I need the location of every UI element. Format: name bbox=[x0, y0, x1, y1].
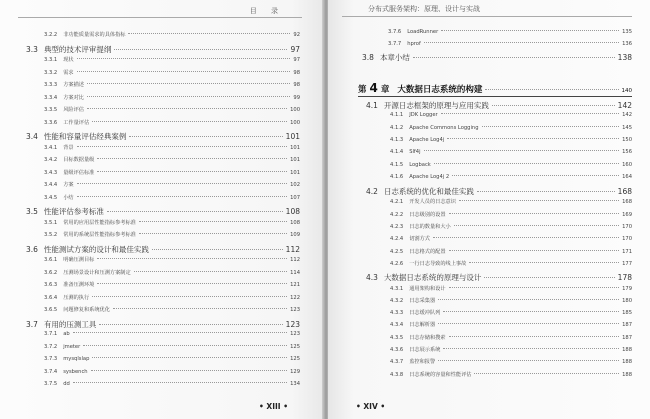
dot-leader bbox=[452, 175, 619, 176]
dot-leader bbox=[83, 345, 287, 346]
entry-title: Logback bbox=[409, 161, 431, 168]
toc-subsection bbox=[390, 223, 632, 230]
dot-leader bbox=[449, 250, 620, 251]
toc-subsection bbox=[390, 211, 632, 218]
entry-title: 日志级别的设置 bbox=[409, 211, 446, 218]
entry-title: 压测的执行 bbox=[63, 294, 90, 301]
toc-section bbox=[362, 52, 632, 63]
toc-subsection bbox=[44, 194, 300, 201]
entry-number: 3.7.2 bbox=[44, 343, 58, 350]
entry-title: 目标数据量级 bbox=[63, 157, 95, 163]
entry-title: sysbench bbox=[63, 368, 88, 375]
toc-subsection bbox=[390, 248, 632, 255]
entry-number: 3.3.5 bbox=[44, 107, 58, 113]
entry-title: 工作量评估 bbox=[63, 119, 90, 126]
chapter-suffix: 章 bbox=[380, 85, 390, 95]
entry-page: 177 bbox=[622, 260, 632, 267]
entry-page: 109 bbox=[290, 232, 300, 238]
dot-leader bbox=[92, 121, 287, 122]
entry-number: 4.2.6 bbox=[390, 260, 404, 267]
toc-section bbox=[26, 244, 300, 255]
entry-number: 3.4.4 bbox=[44, 182, 58, 188]
dot-leader bbox=[438, 323, 619, 324]
entry-title: jmeter bbox=[63, 343, 81, 350]
dot-leader bbox=[434, 163, 619, 164]
entry-page: 178 bbox=[617, 273, 632, 283]
entry-number: 3.7.3 bbox=[44, 356, 58, 362]
dot-leader bbox=[469, 262, 619, 263]
entry-page: 100 bbox=[290, 107, 300, 113]
entry-title: 性能测试方案的设计和最佳实践 bbox=[43, 244, 149, 254]
entry-title: dd bbox=[63, 381, 70, 387]
entry-number: 3.4.1 bbox=[44, 144, 58, 151]
entry-title: 大数据日志系统的原理与设计 bbox=[383, 273, 482, 283]
entry-page: 121 bbox=[290, 282, 300, 288]
entry-title: 方案对比 bbox=[63, 94, 84, 101]
entry-page: 142 bbox=[617, 101, 632, 110]
toc-subsection bbox=[44, 381, 300, 387]
entry-page: 188 bbox=[622, 371, 632, 378]
toc-section bbox=[366, 272, 632, 283]
entry-page: 168 bbox=[617, 187, 632, 197]
chapter-page: 140 bbox=[621, 88, 632, 94]
entry-page: 101 bbox=[285, 132, 300, 141]
entry-number: 3.6.1 bbox=[44, 257, 58, 263]
dot-leader bbox=[454, 225, 619, 226]
entry-page: 99 bbox=[293, 94, 300, 101]
entry-page: 156 bbox=[622, 149, 632, 156]
entry-number: 3.7.6 bbox=[388, 29, 402, 35]
toc-subsection bbox=[44, 31, 300, 38]
entry-title: Slf4j bbox=[409, 149, 421, 156]
toc-subsection bbox=[44, 331, 300, 337]
entry-page: 142 bbox=[622, 112, 632, 119]
entry-page: 188 bbox=[622, 359, 632, 366]
toc-subsection bbox=[390, 174, 632, 180]
entry-title: 问题修复和系统优化 bbox=[63, 307, 110, 313]
entry-page: 108 bbox=[290, 219, 300, 226]
toc-subsection bbox=[44, 181, 300, 188]
entry-number: 4.2.2 bbox=[390, 211, 404, 218]
entry-page: 97 bbox=[293, 57, 300, 63]
entry-number: 3.5.1 bbox=[44, 219, 58, 226]
entry-page: 125 bbox=[290, 356, 300, 362]
dot-leader bbox=[134, 271, 287, 272]
entry-page: 125 bbox=[290, 343, 300, 350]
entry-page: 112 bbox=[285, 244, 300, 254]
dot-leader bbox=[482, 126, 620, 127]
entry-page: 185 bbox=[622, 310, 632, 317]
entry-title: LoadRunner bbox=[407, 29, 439, 35]
entry-title: 常用的应用层性能指标参考标准 bbox=[63, 219, 136, 226]
dot-leader bbox=[443, 348, 619, 349]
entry-page: 98 bbox=[293, 82, 300, 88]
entry-title: 日志系统的容量和性能评估 bbox=[409, 371, 472, 378]
dot-leader bbox=[474, 373, 619, 374]
entry-title: Apache Log4j 2 bbox=[409, 173, 450, 180]
entry-number: 4.3.6 bbox=[390, 347, 404, 353]
entry-number: 3.5.2 bbox=[44, 232, 58, 238]
dot-leader bbox=[87, 108, 287, 109]
dot-leader bbox=[484, 277, 614, 278]
entry-number: 4.1.3 bbox=[390, 136, 404, 143]
entry-title: Apache Log4j bbox=[409, 136, 445, 143]
toc-subsection bbox=[44, 356, 300, 362]
entry-title: 日志采集器 bbox=[409, 297, 436, 304]
dot-leader bbox=[139, 221, 287, 222]
entry-number: 3.7.1 bbox=[44, 331, 58, 337]
chapter-rule bbox=[358, 96, 632, 97]
entry-page: 98 bbox=[293, 69, 300, 76]
dot-leader bbox=[128, 33, 290, 34]
toc-section bbox=[366, 100, 632, 111]
entry-page: 170 bbox=[622, 224, 632, 230]
entry-page: 114 bbox=[290, 269, 300, 276]
entry-title: JDK Logger bbox=[409, 112, 438, 119]
entry-page: 100 bbox=[290, 119, 300, 126]
dot-leader bbox=[139, 233, 287, 234]
chapter-title: 大数据日志系统的构建 bbox=[397, 85, 483, 95]
entry-page: 168 bbox=[622, 199, 632, 206]
entry-page: 112 bbox=[290, 257, 300, 263]
toc-subsection bbox=[44, 369, 300, 375]
entry-number: 4.3.5 bbox=[390, 334, 404, 341]
entry-number: 3.6.3 bbox=[44, 282, 58, 288]
entry-number: 4.3.7 bbox=[390, 359, 404, 366]
entry-title: 开发人员的日志意识 bbox=[409, 199, 456, 206]
entry-page: 138 bbox=[617, 53, 632, 62]
entry-title: 监控和报警 bbox=[409, 359, 436, 366]
dot-leader bbox=[77, 58, 291, 59]
toc-section bbox=[26, 44, 300, 55]
entry-title: 风险评估 bbox=[63, 107, 84, 113]
dot-leader bbox=[443, 311, 619, 312]
dot-leader bbox=[424, 42, 619, 43]
toc-subsection bbox=[390, 125, 632, 131]
entry-number: 4.2.3 bbox=[390, 224, 404, 230]
dot-leader bbox=[91, 370, 288, 371]
entry-number: 4.2.1 bbox=[390, 199, 404, 206]
entry-title: hprof bbox=[407, 40, 421, 47]
dot-leader bbox=[73, 382, 287, 383]
chapter-heading bbox=[358, 81, 632, 95]
entry-page: 150 bbox=[622, 136, 632, 143]
entry-title: 切割方式 bbox=[409, 236, 430, 243]
entry-page: 169 bbox=[622, 211, 632, 218]
entry-number: 3.3.6 bbox=[44, 119, 58, 126]
dot-leader bbox=[97, 171, 287, 172]
entry-title: 非功能质量需求的具体指标 bbox=[63, 32, 126, 38]
entry-title: 小结 bbox=[63, 194, 74, 201]
dot-leader bbox=[87, 83, 290, 84]
entry-page: 180 bbox=[622, 297, 632, 304]
entry-title: 日志的数量和大小 bbox=[409, 224, 451, 230]
entry-page: 187 bbox=[622, 334, 632, 341]
entry-number: 4.2.4 bbox=[390, 236, 404, 243]
entry-page: 134 bbox=[290, 381, 300, 387]
entry-number: 4.3.4 bbox=[390, 322, 404, 329]
entry-title: 日志系统的优化和最佳实践 bbox=[383, 187, 474, 197]
entry-number: 4.3.2 bbox=[390, 297, 404, 304]
entry-title: 日志存储和搜索 bbox=[409, 334, 446, 341]
dot-leader bbox=[447, 138, 619, 139]
entry-title: 一行日志导致的线上事故 bbox=[409, 260, 467, 267]
entry-page: 97 bbox=[290, 44, 300, 54]
entry-title: mysqlslap bbox=[63, 356, 90, 362]
entry-page: 101 bbox=[290, 144, 300, 151]
entry-title: 压测场景设计和压测方案制定 bbox=[63, 269, 131, 276]
entry-number: 3.4.2 bbox=[44, 157, 58, 163]
entry-page: 160 bbox=[622, 161, 632, 168]
dot-leader bbox=[433, 237, 619, 238]
toc-subsection bbox=[388, 41, 632, 47]
dot-leader bbox=[77, 71, 291, 72]
entry-title: 方案描述 bbox=[63, 82, 84, 88]
entry-title: 方案 bbox=[63, 182, 74, 188]
dot-leader bbox=[413, 57, 615, 58]
entry-page: 92 bbox=[293, 32, 300, 38]
dot-leader bbox=[441, 113, 619, 114]
toc-subsection bbox=[44, 169, 300, 176]
entry-page: 170 bbox=[622, 236, 632, 243]
toc-subsection bbox=[44, 281, 300, 288]
dot-leader bbox=[459, 200, 619, 201]
entry-number: 4.1 bbox=[366, 101, 378, 110]
entry-number: 3.7.5 bbox=[44, 381, 58, 387]
entry-number: 4.1.1 bbox=[390, 112, 404, 119]
dot-leader bbox=[92, 357, 287, 358]
entry-title: 开源日志框架的原理与应用实践 bbox=[383, 101, 489, 110]
entry-title: Apache Commons Logging bbox=[409, 124, 479, 131]
entry-page: 123 bbox=[285, 319, 300, 329]
entry-title: 性能和容量评估经典案例 bbox=[43, 132, 127, 141]
toc-subsection bbox=[390, 285, 632, 292]
entry-page: 102 bbox=[290, 182, 300, 188]
dot-leader bbox=[113, 308, 287, 309]
toc-subsection bbox=[390, 162, 632, 168]
dot-leader bbox=[77, 146, 288, 147]
toc-subsection bbox=[390, 297, 632, 304]
toc-subsection bbox=[390, 260, 632, 267]
toc-subsection bbox=[44, 156, 300, 163]
running-head: 分布式服务架构：原理、设计与实战 bbox=[368, 5, 480, 13]
entry-page: 179 bbox=[622, 285, 632, 292]
entry-number: 3.7.4 bbox=[44, 368, 58, 375]
entry-number: 3.4 bbox=[26, 132, 38, 141]
entry-title: 背景 bbox=[63, 144, 74, 151]
toc-subsection bbox=[44, 269, 300, 276]
dot-leader bbox=[97, 283, 287, 284]
entry-title: 现状 bbox=[63, 57, 74, 63]
entry-number: 3.5 bbox=[26, 207, 38, 216]
entry-number: 4.1.5 bbox=[390, 161, 404, 168]
entry-page: 145 bbox=[622, 124, 632, 131]
entry-title: 日志缓冲队列 bbox=[409, 310, 441, 317]
toc-subsection bbox=[390, 137, 632, 143]
entry-number: 3.3.4 bbox=[44, 94, 58, 101]
entry-number: 3.2.2 bbox=[44, 32, 58, 38]
entry-number: 3.3.1 bbox=[44, 57, 58, 63]
entry-number: 3.4.5 bbox=[44, 194, 58, 201]
toc-section bbox=[26, 131, 300, 142]
entry-page: 122 bbox=[290, 294, 300, 301]
toc-subsection bbox=[44, 119, 300, 126]
entry-page: 101 bbox=[290, 157, 300, 163]
dot-leader bbox=[87, 96, 290, 97]
entry-number: 4.2.5 bbox=[390, 248, 404, 255]
toc-subsection bbox=[44, 56, 300, 63]
toc-subsection bbox=[44, 231, 300, 238]
entry-title: 准备压测环境 bbox=[63, 282, 95, 288]
toc-subsection bbox=[44, 69, 300, 76]
entry-page: 108 bbox=[285, 207, 300, 216]
dot-leader bbox=[97, 258, 287, 259]
entry-number: 4.3 bbox=[366, 273, 378, 283]
dot-leader bbox=[449, 336, 620, 337]
header-rule bbox=[342, 16, 632, 17]
toc-subsection bbox=[44, 94, 300, 101]
page-number: • XIV • bbox=[356, 402, 386, 411]
dot-leader bbox=[77, 183, 288, 184]
entry-number: 4.2 bbox=[366, 187, 378, 197]
entry-title: 需求 bbox=[63, 69, 74, 76]
entry-number: 3.7 bbox=[26, 319, 38, 329]
entry-number: 3.3 bbox=[26, 44, 38, 54]
toc-subsection bbox=[390, 198, 632, 205]
entry-page: 123 bbox=[290, 331, 300, 337]
running-head: 目 录 bbox=[249, 7, 284, 15]
chapter-prefix: 第 bbox=[358, 85, 367, 95]
dot-leader bbox=[449, 287, 620, 288]
toc-subsection bbox=[390, 371, 632, 378]
toc-subsection bbox=[390, 334, 632, 341]
toc-subsection bbox=[390, 112, 632, 118]
dot-leader bbox=[441, 30, 619, 31]
entry-number: 3.4.3 bbox=[44, 169, 58, 176]
entry-page: 135 bbox=[622, 29, 632, 35]
toc-subsection bbox=[44, 294, 300, 301]
entry-title: 明确压测目标 bbox=[63, 257, 95, 263]
entry-title: 日志展示系统 bbox=[409, 347, 441, 353]
entry-number: 4.1.4 bbox=[390, 149, 404, 156]
dot-leader bbox=[424, 150, 620, 151]
dot-leader bbox=[99, 324, 282, 325]
dot-leader bbox=[492, 105, 615, 106]
dot-leader bbox=[449, 213, 620, 214]
entry-number: 4.3.3 bbox=[390, 310, 404, 317]
dot-leader bbox=[129, 136, 282, 137]
toc-subsection bbox=[44, 344, 300, 350]
entry-title: 典型的技术评审提纲 bbox=[43, 44, 112, 54]
dot-leader bbox=[477, 191, 615, 192]
entry-number: 3.6 bbox=[26, 244, 38, 254]
toc-subsection bbox=[390, 346, 632, 353]
entry-page: 101 bbox=[290, 169, 300, 176]
toc-section bbox=[26, 206, 300, 217]
entry-number: 4.1.6 bbox=[390, 173, 404, 180]
toc-subsection bbox=[44, 144, 300, 151]
entry-number: 3.6.4 bbox=[44, 294, 58, 301]
entry-title: ab bbox=[63, 331, 70, 337]
toc-subsection bbox=[390, 149, 632, 155]
entry-number: 3.6.5 bbox=[44, 307, 58, 313]
entry-page: 188 bbox=[622, 347, 632, 353]
toc-subsection bbox=[44, 256, 300, 263]
entry-page: 123 bbox=[290, 307, 300, 313]
toc-subsection bbox=[390, 358, 632, 365]
dot-leader bbox=[77, 196, 288, 197]
entry-page: 171 bbox=[622, 248, 632, 255]
dot-leader bbox=[114, 49, 287, 50]
toc-subsection bbox=[390, 235, 632, 242]
entry-title: 量级评估标准 bbox=[63, 169, 95, 176]
entry-page: 164 bbox=[622, 173, 632, 180]
entry-title: 性能评估参考标准 bbox=[43, 207, 104, 216]
toc-section bbox=[26, 319, 300, 330]
entry-number: 4.3.1 bbox=[390, 285, 404, 292]
entry-number: 4.3.8 bbox=[390, 371, 404, 378]
toc-subsection bbox=[388, 29, 632, 35]
entry-page: 129 bbox=[290, 368, 300, 375]
entry-page: 136 bbox=[622, 40, 632, 47]
entry-title: 本章小结 bbox=[379, 53, 410, 62]
dot-leader bbox=[107, 211, 283, 212]
right-page bbox=[328, 0, 650, 419]
entry-title: 日志格式的配置 bbox=[409, 248, 446, 255]
toc-section bbox=[366, 186, 632, 197]
entry-number: 4.1.2 bbox=[390, 124, 404, 131]
dot-leader bbox=[92, 296, 287, 297]
dot-leader bbox=[485, 89, 618, 90]
dot-leader bbox=[97, 158, 287, 159]
entry-number: 3.7.7 bbox=[388, 40, 402, 47]
dot-leader bbox=[438, 299, 619, 300]
header-rule bbox=[18, 17, 302, 18]
dot-leader bbox=[73, 332, 287, 333]
chapter-number: 4 bbox=[369, 81, 378, 95]
entry-title: 日志解析器 bbox=[409, 322, 436, 329]
dot-leader bbox=[438, 360, 619, 361]
entry-number: 3.3.2 bbox=[44, 69, 58, 76]
entry-page: 107 bbox=[290, 194, 300, 201]
toc-subsection bbox=[390, 309, 632, 316]
entry-number: 3.8 bbox=[362, 53, 374, 62]
entry-page: 187 bbox=[622, 322, 632, 329]
entry-number: 3.3.3 bbox=[44, 82, 58, 88]
entry-title: 常用的系统层性能指标参考标准 bbox=[63, 232, 136, 238]
entry-title: 有用的压测工具 bbox=[43, 319, 97, 329]
entry-number: 3.6.2 bbox=[44, 269, 58, 276]
toc-subsection bbox=[44, 81, 300, 88]
dot-leader bbox=[152, 249, 283, 250]
entry-title: 通用架构和设计 bbox=[409, 285, 446, 292]
toc-subsection bbox=[44, 306, 300, 313]
left-page bbox=[0, 0, 324, 419]
toc-subsection bbox=[390, 321, 632, 328]
page-number: • XIII • bbox=[259, 402, 288, 411]
toc-subsection bbox=[44, 219, 300, 226]
toc-subsection bbox=[44, 106, 300, 113]
